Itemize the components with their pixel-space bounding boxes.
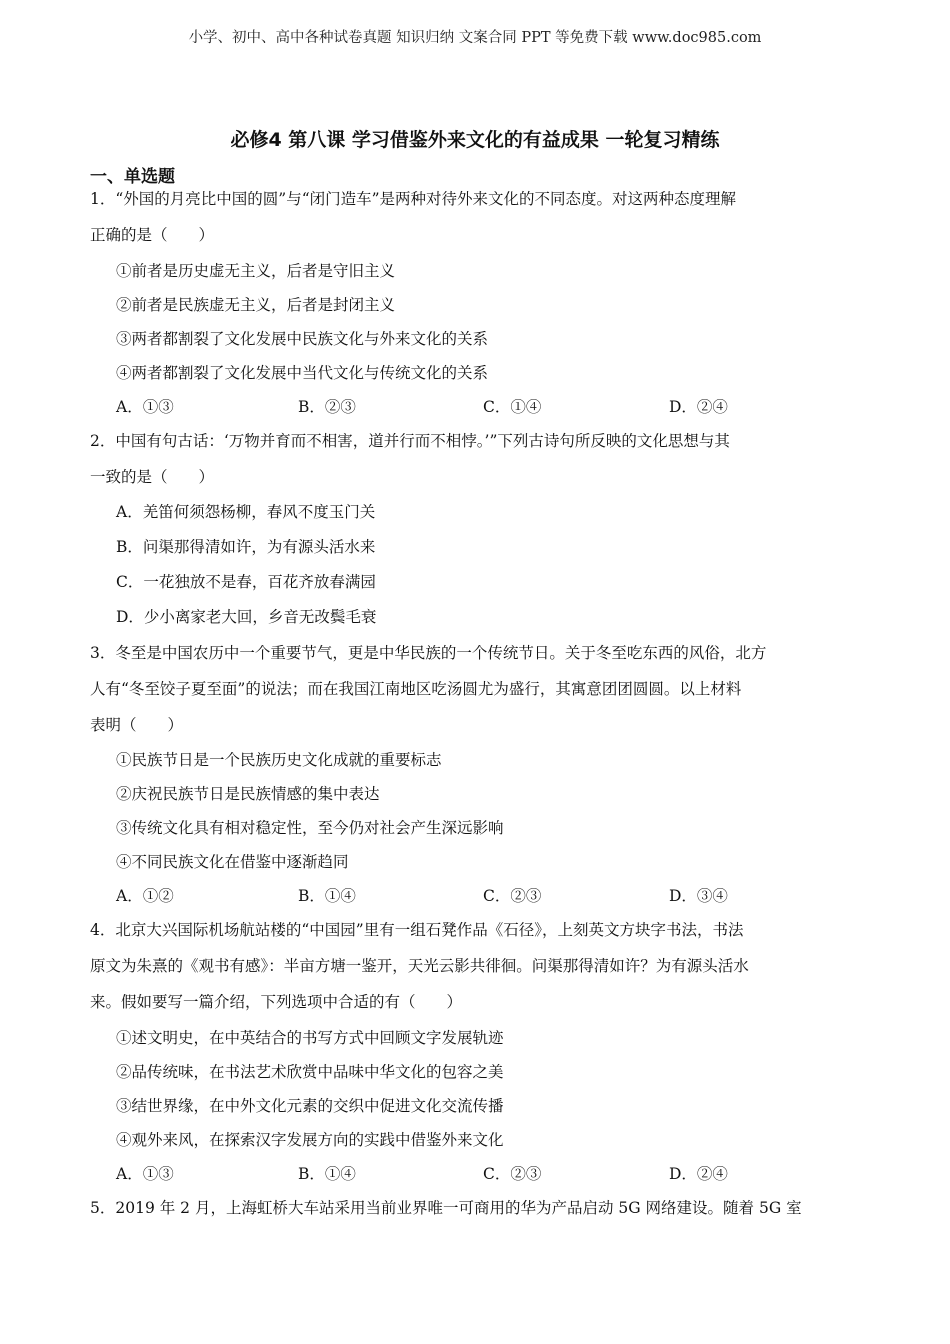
statement: ②庆祝民族节日是民族情感的集中表达 <box>116 785 380 803</box>
statement: ③传统文化具有相对稳定性，至今仍对社会产生深远影响 <box>116 819 504 837</box>
statement: ②品传统味，在书法艺术欣赏中品味中华文化的包容之美 <box>116 1063 504 1081</box>
question-text-line: 表明（ ） <box>90 716 184 734</box>
option-a: A．①② <box>116 887 174 905</box>
statement: ④不同民族文化在借鉴中逐渐趋同 <box>116 853 349 871</box>
question-text-line: 原文为朱熹的《观书有感》：半亩方塘一鉴开，天光云影共徘徊。问渠那得清如许？为有源头活水 <box>90 957 749 975</box>
option-d: D．少小离家老大回，乡音无改鬓毛衰 <box>116 608 377 626</box>
question-text-line: 2．中国有句古话：‘万物并育而不相害，道并行而不相悖。’”下列古诗句所反映的文化思想与其 <box>90 432 730 450</box>
statement: ①前者是历史虚无主义，后者是守旧主义 <box>116 262 396 280</box>
option-c: C．②③ <box>483 1165 542 1183</box>
question-text-line: 5．2019 年 2 月，上海虹桥大车站采用当前业界唯一可商用的华为产品启动 5G 网络建设。随着 5G 室 <box>90 1199 802 1217</box>
page-header: 小学、初中、高中各种试卷真题 知识归纳 文案合同 PPT 等免费下载 www.doc985.com <box>188 30 762 46</box>
question-text-line: 来。假如要写一篇介绍，下列选项中合适的有（ ） <box>90 993 463 1011</box>
statement: ③结世界缘，在中外文化元素的交织中促进文化交流传播 <box>116 1097 504 1115</box>
option-d: D．②④ <box>669 398 728 416</box>
question-text-line: 4．北京大兴国际机场航站楼的“中国园”里有一组石凳作品《石径》，上刻英文方块字书法，书法 <box>90 921 744 939</box>
option-d: D．③④ <box>669 887 728 905</box>
statement: ④观外来风，在探索汉字发展方向的实践中借鉴外来文化 <box>116 1131 504 1149</box>
option-b: B．①④ <box>298 1165 356 1183</box>
section-heading: 一、单选题 <box>90 167 175 187</box>
statement: ②前者是民族虚无主义，后者是封闭主义 <box>116 296 396 314</box>
document-title: 必修4 第八课 学习借鉴外来文化的有益成果 一轮复习精练 <box>230 129 720 151</box>
option-d: D．②④ <box>669 1165 728 1183</box>
answer-options <box>116 395 866 419</box>
option-b: B．问渠那得清如许，为有源头活水来 <box>116 538 376 556</box>
option-b: B．②③ <box>298 398 356 416</box>
option-a: A．①③ <box>116 1165 174 1183</box>
option-c: C．②③ <box>483 887 542 905</box>
question-text-line: 一致的是（ ） <box>90 468 215 486</box>
statement: ④两者都割裂了文化发展中当代文化与传统文化的关系 <box>116 364 489 382</box>
statement: ①民族节日是一个民族历史文化成就的重要标志 <box>116 751 442 769</box>
answer-options <box>116 884 866 908</box>
question-text-line: 1．“外国的月亮比中国的圆”与“闭门造车”是两种对待外来文化的不同态度。对这两种态度理解 <box>90 190 737 208</box>
option-a: A．羌笛何须怨杨柳，春风不度玉门关 <box>116 503 376 521</box>
answer-options <box>116 1162 866 1186</box>
option-c: C．一花独放不是春，百花齐放春满园 <box>116 573 376 591</box>
question-text-line: 人有“冬至饺子夏至面”的说法；而在我国江南地区吃汤圆尤为盛行，其寓意团团圆圆。以上材料 <box>90 680 742 698</box>
statement: ③两者都割裂了文化发展中民族文化与外来文化的关系 <box>116 330 489 348</box>
option-a: A．①③ <box>116 398 174 416</box>
option-c: C．①④ <box>483 398 542 416</box>
option-b: B．①④ <box>298 887 356 905</box>
question-text-line: 3．冬至是中国农历中一个重要节气，更是中华民族的一个传统节日。关于冬至吃东西的风俗，北方 <box>90 644 767 662</box>
statement: ①述文明史，在中英结合的书写方式中回顾文字发展轨迹 <box>116 1029 504 1047</box>
question-text-line: 正确的是（ ） <box>90 226 215 244</box>
